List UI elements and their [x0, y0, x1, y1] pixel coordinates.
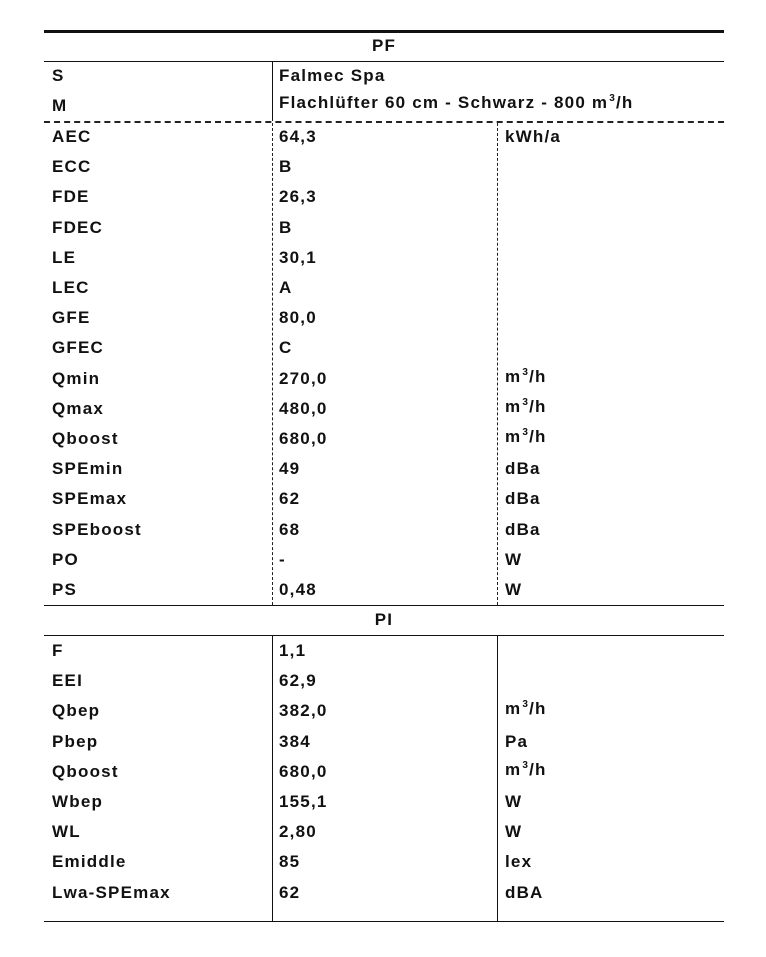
pf-row-value: 680,0	[279, 429, 328, 448]
pf-row-unit	[505, 427, 547, 450]
pf-header-rule	[44, 61, 724, 62]
pi-row-unit-end: /h	[529, 759, 547, 779]
pi-row-unit-base: lex	[505, 852, 533, 872]
pf-row-value: 80,0	[279, 308, 317, 328]
supplier-value: Falmec Spa	[279, 66, 386, 85]
pf-row-unit-base: dBa	[505, 519, 541, 539]
pi-row-value: 680,0	[279, 761, 328, 781]
pf-row-unit-end: /h	[529, 427, 547, 446]
pf-row-label: AEC	[52, 127, 92, 146]
pf-row-value: 26,3	[279, 187, 317, 207]
pi-row-label: Qboost	[52, 761, 119, 781]
pi-row-unit	[505, 792, 522, 812]
top-rule	[44, 30, 724, 33]
pf-row-value: A	[279, 278, 293, 297]
pi-row-label: WL	[52, 822, 81, 842]
pi-row-unit	[505, 883, 544, 903]
pf-row-label: GFE	[52, 308, 91, 328]
pi-row-value: 62	[279, 882, 301, 902]
pf-row-label: Qboost	[52, 429, 119, 448]
pf-unit-divider	[497, 123, 498, 605]
bottom-rule	[44, 921, 724, 922]
pi-row-unit-sup: 3	[522, 699, 530, 711]
model-value-sup: 3	[609, 93, 616, 104]
model-value-main: Flachlüfter 60 cm - Schwarz - 800 m	[279, 93, 609, 112]
pi-row-value: 384	[279, 731, 311, 751]
pf-row-value: B	[279, 217, 293, 237]
supplier-label: S	[52, 66, 65, 85]
pf-dashed-divider	[44, 121, 724, 123]
pi-row-unit-base: m	[505, 759, 522, 779]
pi-unit-divider	[497, 635, 498, 922]
pi-header-rule	[44, 635, 724, 636]
pf-row-label: GFEC	[52, 338, 105, 358]
pi-row-unit-base: W	[505, 792, 523, 811]
pi-top-rule	[44, 605, 724, 606]
pi-row-value: 85	[279, 852, 301, 872]
pf-row-label: FDE	[52, 187, 90, 207]
pf-row-unit	[505, 489, 541, 509]
pf-row-unit-base: W	[505, 580, 523, 599]
pi-row-value: 155,1	[279, 792, 328, 811]
pf-section-title: PF	[371, 36, 397, 55]
pf-row-unit-base: dBa	[505, 489, 541, 509]
pf-row-unit	[505, 397, 547, 420]
pf-row-unit	[505, 127, 561, 147]
pf-row-value: C	[279, 338, 293, 358]
pf-row-unit-end: /h	[529, 396, 547, 416]
pf-row-unit-end: /h	[529, 366, 547, 386]
pi-row-unit-sup: 3	[522, 759, 530, 771]
pf-row-label: LEC	[52, 278, 90, 297]
pf-row-value: 30,1	[279, 247, 317, 267]
pi-row-value: 1,1	[279, 641, 307, 660]
pf-row-unit-base: dBa	[505, 459, 541, 479]
pi-row-label: Emiddle	[52, 852, 127, 872]
pf-row-unit	[505, 520, 541, 540]
pf-row-label: PS	[52, 580, 78, 599]
pi-row-unit-end: /h	[529, 699, 547, 719]
pi-section-title: PI	[374, 610, 394, 629]
pi-row-label: Qbep	[52, 701, 101, 721]
pf-row-value: 68	[279, 519, 301, 539]
pf-row-value: 270,0	[279, 368, 328, 388]
pf-row-value: 62	[279, 489, 301, 509]
pf-row-value: 480,0	[279, 398, 328, 418]
pi-row-unit	[505, 852, 532, 872]
pf-row-unit-sup: 3	[522, 366, 530, 378]
pf-row-label: SPEboost	[52, 519, 142, 539]
pf-row-unit	[505, 367, 547, 390]
pf-row-value: B	[279, 157, 293, 177]
pf-row-value: -	[279, 549, 286, 569]
pf-row-value: 64,3	[279, 127, 317, 146]
pi-row-label: Pbep	[52, 731, 99, 751]
pi-row-unit-base: W	[505, 822, 523, 842]
pf-row-unit	[505, 580, 522, 600]
pi-row-value: 382,0	[279, 701, 328, 721]
pf-row-label: Qmax	[52, 398, 105, 418]
pi-row-unit-base: m	[505, 699, 522, 719]
pi-row-value: 62,9	[279, 671, 317, 691]
pf-row-unit	[505, 550, 522, 570]
pf-row-label: FDEC	[52, 217, 104, 237]
pi-row-unit	[505, 822, 522, 842]
pf-row-unit-base: m	[505, 427, 522, 446]
model-value-end: /h	[615, 93, 634, 112]
pf-row-unit-sup: 3	[522, 396, 530, 408]
pf-row-unit-sup: 3	[522, 427, 530, 438]
pi-row-label: Wbep	[52, 792, 104, 811]
pf-row-value: 49	[279, 459, 301, 479]
pf-row-unit-base: m	[505, 366, 522, 386]
pf-row-unit-base: kWh/a	[505, 127, 562, 146]
pi-row-unit	[505, 760, 547, 783]
pf-row-label: LE	[52, 247, 77, 267]
pi-value-divider	[272, 635, 273, 922]
pi-row-label: F	[52, 641, 64, 660]
model-label: M	[52, 96, 68, 115]
pi-row-unit	[505, 699, 547, 722]
pf-row-label: SPEmax	[52, 489, 128, 509]
pf-row-label: ECC	[52, 157, 92, 177]
pf-row-value: 0,48	[279, 580, 317, 599]
model-value	[279, 93, 634, 116]
pi-row-label: EEI	[52, 671, 84, 691]
pf-row-unit-base: W	[505, 549, 523, 569]
pf-row-label: PO	[52, 549, 79, 569]
pi-row-unit	[505, 732, 528, 752]
pf-row-label: SPEmin	[52, 459, 124, 479]
pi-row-label: Lwa-SPEmax	[52, 882, 171, 902]
pf-row-label: Qmin	[52, 368, 101, 388]
pi-row-unit-base: dBA	[505, 882, 544, 902]
pi-row-value: 2,80	[279, 822, 317, 842]
pf-row-unit	[505, 459, 541, 479]
pi-row-unit-base: Pa	[505, 731, 529, 751]
header-column-divider	[272, 61, 273, 121]
pf-row-unit-base: m	[505, 396, 522, 416]
pf-value-divider	[272, 123, 273, 605]
